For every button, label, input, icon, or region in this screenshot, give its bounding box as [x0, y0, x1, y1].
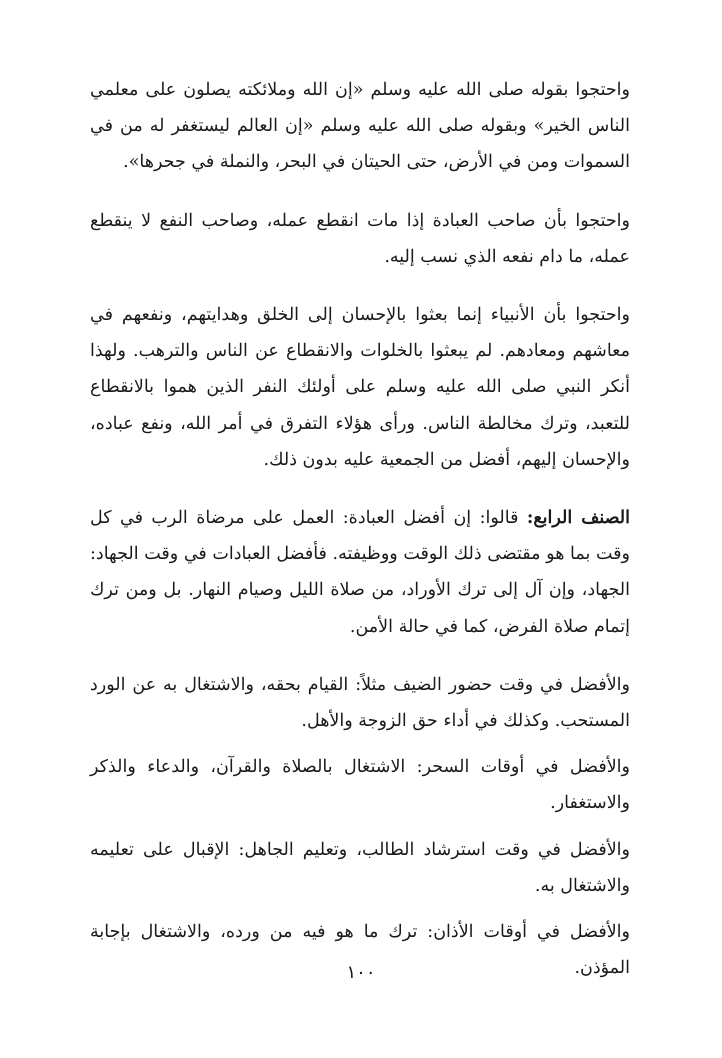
- paragraph: واحتجوا بأن صاحب العبادة إذا مات انقطع عمله، وصاحب النفع لا ينقطع عمله، ما دام نفعه الذي نسب إليه.: [90, 210, 630, 267]
- section-text: قالوا: إن أفضل العبادة: العمل على مرضاة الرب في كل وقت بما هو مقتضى ذلك الوقت ووظيفته. فأفضل العبادات في وقت الجهاد: الجهاد، وإن آل إلى ترك الأوراد، من صلاة الليل وصيام النهار. بل ومن ترك إتمام صلاة الفرض، كما في حالة الأمن.: [90, 508, 630, 637]
- paragraph: والأفضل في أوقات الأذان: ترك ما هو فيه من ورده، والاشتغال بإجابة المؤذن.: [90, 922, 630, 979]
- section-heading: الصنف الرابع:: [526, 508, 630, 529]
- paragraph: والأفضل في وقت حضور الضيف مثلاً: القيام بحقه، والاشتغال به عن الورد المستحب. وكذلك في أداء حق الزوجة والأهل.: [90, 674, 630, 732]
- paragraph: واحتجوا بقوله صلى الله عليه وسلم «إن الله وملائكته يصلون على معلمي الناس الخير» وبقوله صلى الله عليه وسلم «إن العالم ليستغفر له من في السموات ومن في الأرض، حتى الحيتان في البحر، والنملة في جحرها».: [90, 80, 630, 173]
- page-number: ١٠٠: [346, 962, 376, 983]
- paragraph: والأفضل في وقت استرشاد الطالب، وتعليم الجاهل: الإقبال على تعليمه والاشتغال به.: [90, 839, 630, 896]
- section-paragraph: [90, 500, 630, 645]
- paragraph: والأفضل في أوقات السحر: الاشتغال بالصلاة والقرآن، والدعاء والذكر والاستغفار.: [90, 757, 630, 814]
- page-text: [90, 72, 630, 986]
- paragraph: واحتجوا بأن الأنبياء إنما بعثوا بالإحسان إلى الخلق وهدايتهم، ونفعهم في معاشهم ومعادهم. لم يبعثوا بالخلوات والانقطاع عن الناس والترهب. ولهذا أنكر النبي صلى الله عليه وسلم على أولئك النفر الذين هموا بالانقطاع للتعبد، وترك مخالطة الناس. ورأى هؤلاء التفرق في أمر الله، ونفع عباده، والإحسان إليهم، أفضل من الجمعية عليه بدون ذلك.: [90, 305, 630, 470]
